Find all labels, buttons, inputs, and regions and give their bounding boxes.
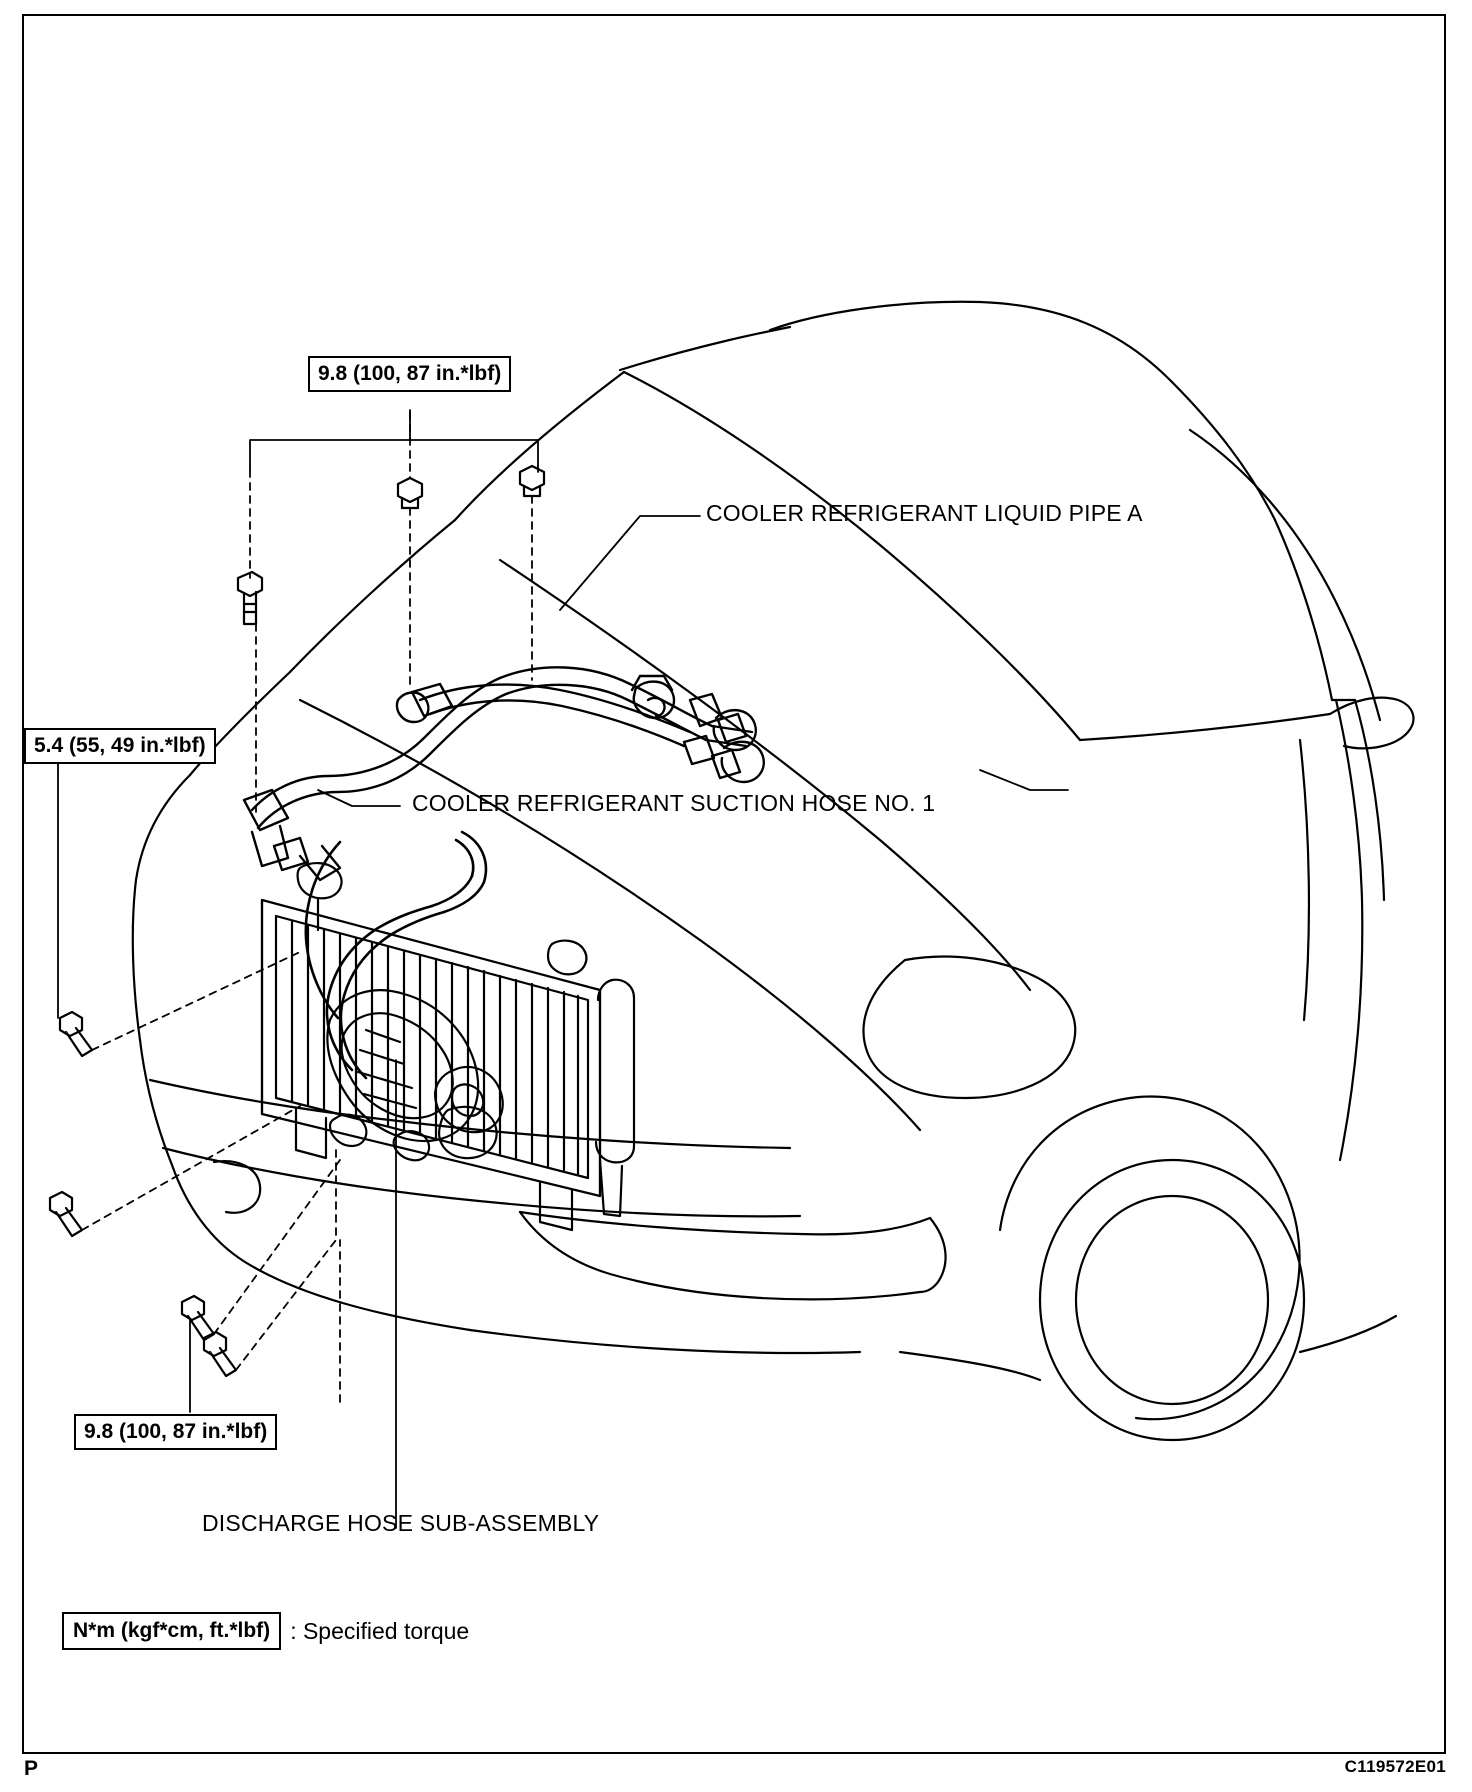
legend-unit-box: N*m (kgf*cm, ft.*lbf) — [62, 1612, 281, 1650]
page-marker: P — [24, 1757, 39, 1780]
label-cooler-refrigerant-liquid-pipe-a: COOLER REFRIGERANT LIQUID PIPE A — [706, 500, 1143, 526]
label-discharge-hose-sub-assembly: DISCHARGE HOSE SUB-ASSEMBLY — [202, 1510, 600, 1536]
legend-description: : Specified torque — [290, 1617, 470, 1644]
torque-spec-left: 5.4 (55, 49 in.*lbf) — [24, 728, 216, 764]
figure-id-code: C119572E01 — [1344, 1757, 1446, 1776]
torque-legend — [62, 1612, 469, 1650]
label-cooler-refrigerant-suction-hose-no1: COOLER REFRIGERANT SUCTION HOSE NO. 1 — [412, 790, 936, 816]
torque-spec-top: 9.8 (100, 87 in.*lbf) — [308, 356, 511, 392]
torque-spec-bottom: 9.8 (100, 87 in.*lbf) — [74, 1414, 277, 1450]
page-border — [22, 14, 1446, 1754]
